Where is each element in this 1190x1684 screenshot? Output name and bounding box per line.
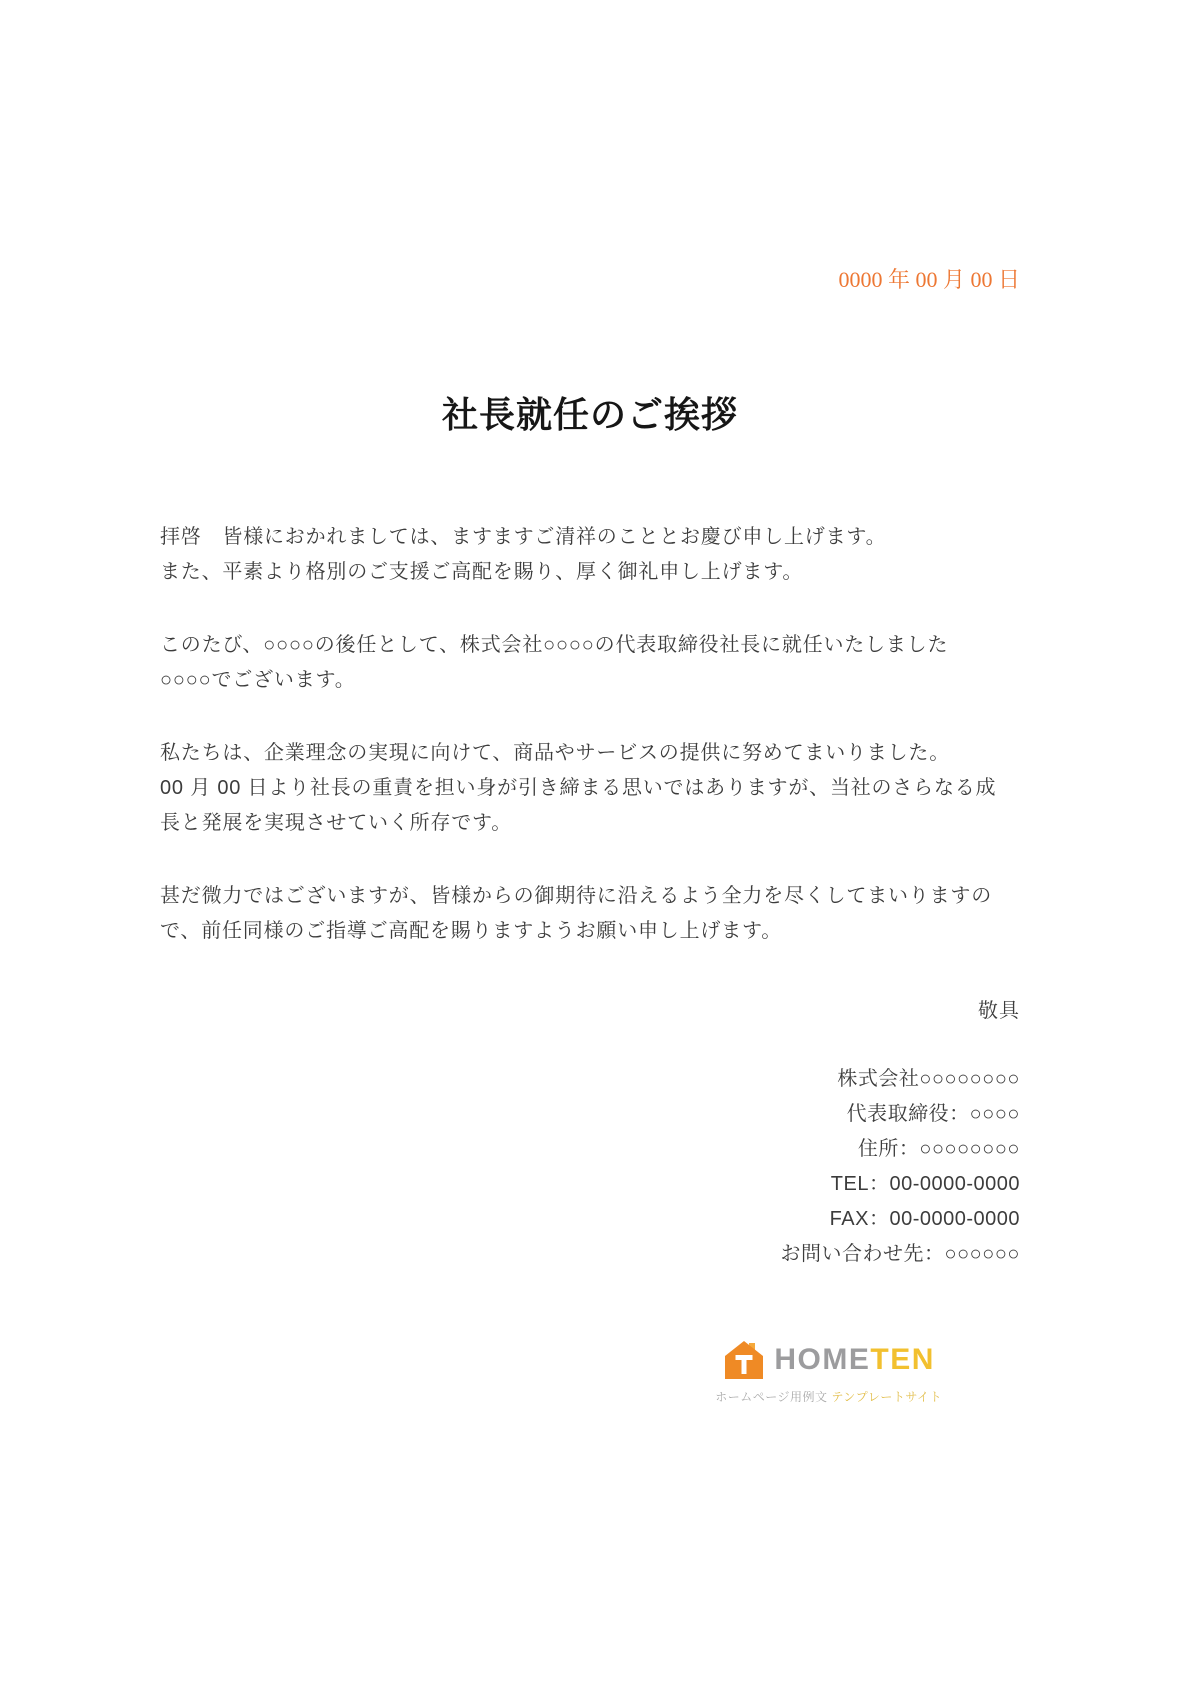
letter-closing: 敬具: [978, 1000, 1020, 1022]
tagline-gray-text: ホームページ用例文: [715, 1390, 828, 1404]
letter-body: [160, 520, 1020, 949]
signature-fax: FAX：00-0000-0000: [829, 1208, 1020, 1230]
signature-company: 株式会社○○○○○○○○: [837, 1068, 1020, 1090]
paragraph-greeting: [160, 520, 1020, 590]
signature-block: [160, 1062, 1020, 1272]
hometen-tagline: [715, 1388, 942, 1405]
body-line: 私たちは、企業理念の実現に向けて、商品やサービスの提供に努めてまいりました。: [160, 742, 950, 764]
body-line: 拝啓 皆様におかれましては、ますますご清祥のこととお慶び申し上げます。: [160, 526, 887, 548]
paragraph-mission: [160, 736, 1020, 841]
hometen-wordmark: [774, 1338, 935, 1382]
hometen-house-icon: [722, 1338, 766, 1382]
signature-contact: お問い合わせ先：○○○○○○: [780, 1243, 1020, 1265]
body-line: で、前任同様のご指導ご高配を賜りますようお願い申し上げます。: [160, 920, 782, 942]
hometen-logo: [715, 1338, 942, 1405]
signature-tel: TEL：00-0000-0000: [830, 1173, 1020, 1195]
body-line: ○○○○でございます。: [160, 669, 356, 691]
body-line: このたび、○○○○の後任として、株式会社○○○○の代表取締役社長に就任いたしました: [160, 634, 949, 656]
body-line: 00 月 00 日より社長の重責を担い身が引き締まる思いではありますが、当社のさらなる成: [160, 777, 997, 799]
letter-title: 社長就任のご挨拶: [441, 395, 738, 435]
signature-address: 住所：○○○○○○○○: [857, 1138, 1020, 1160]
body-line: 長と発展を実現させていく所存です。: [160, 812, 512, 834]
paragraph-request: [160, 879, 1020, 949]
hometen-logo-row: [722, 1338, 935, 1382]
brand-ten-text: TEN: [870, 1343, 935, 1376]
brand-home-text: HOME: [774, 1343, 871, 1376]
paragraph-appointment: [160, 628, 1020, 698]
letter-date: 0000 年 00 月 00 日: [838, 267, 1020, 292]
signature-president: 代表取締役：○○○○: [846, 1103, 1020, 1125]
body-line: 甚だ微力ではございますが、皆様からの御期待に沿えるよう全力を尽くしてまいりますの: [160, 885, 992, 907]
tagline-yellow-text: テンプレートサイト: [831, 1390, 942, 1404]
body-line: また、平素より格別のご支援ご高配を賜り、厚く御礼申し上げます。: [160, 561, 804, 583]
